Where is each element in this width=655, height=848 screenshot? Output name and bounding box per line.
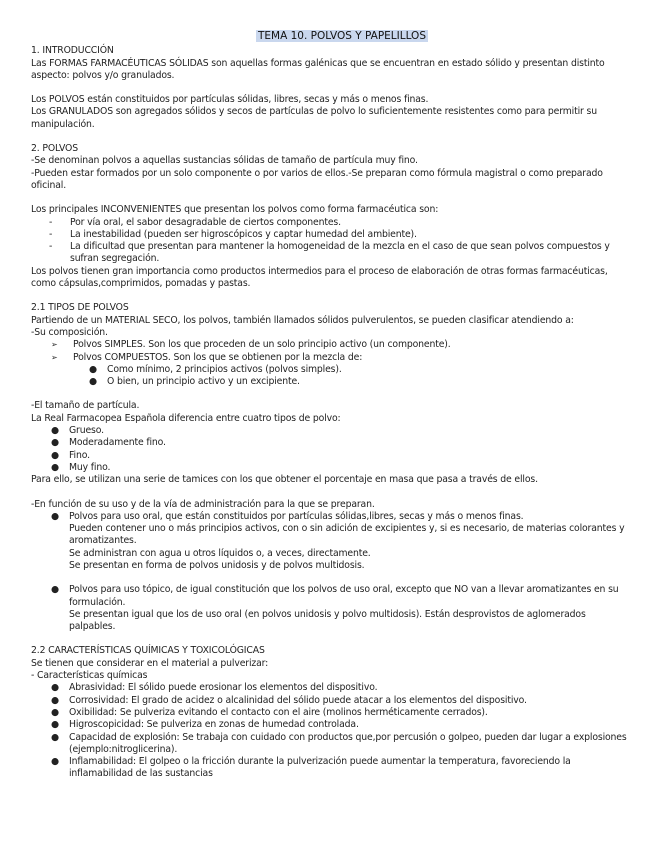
paragraph: Las FORMAS FARMACÉUTICAS SÓLIDAS son aquellas formas galénicas que se encuentran en estado sólido y presentan distinto aspecto: polvos y/o granulados.: [31, 57, 605, 81]
compuestos-sublist: [31, 364, 633, 389]
document-title: TEMA 10. POLVOS Y PAPELILLOS: [258, 30, 426, 42]
use-label: -En función de su uso y de la vía de administración para la que se preparan.: [31, 498, 375, 510]
chemical-characteristics-list: [31, 682, 633, 780]
bullet-icon: ●: [51, 425, 59, 437]
inconvenientes-list: [31, 217, 633, 266]
list-item: ➢ Polvos COMPUESTOS. Son los que se obtienen por la mezcla de:: [51, 351, 363, 363]
bullet-icon: ●: [51, 756, 59, 768]
list-item: ● O bien, un principio activo y un excipiente.: [89, 376, 300, 388]
list-item: ● Polvos para uso tópico, de igual constitución que los polvos de uso oral, excepto que NO van a llevar aromatizantes en su formulación. Se presentan igual que los de uso oral (en polvos unidosis y polvo multidosis). Están desprovistos de aglomerados palpables.: [51, 584, 619, 633]
list-item: ● Higroscopicidad: Se pulveriza en zonas de humedad controlada.: [51, 719, 359, 731]
oral-use-list: [31, 511, 633, 572]
bullet-icon: ●: [51, 682, 59, 694]
list-item: - Por vía oral, el sabor desagradable de ciertos componentes.: [49, 216, 341, 228]
paragraph: -Pueden estar formados por un solo componente o por varios de ellos.-Se preparan como fórmula magistral o como preparado oficinal.: [31, 167, 603, 191]
bullet-icon: ●: [51, 437, 59, 449]
bullet-icon: ●: [89, 363, 97, 375]
bullet-icon: ●: [51, 461, 59, 473]
topical-use-list: [31, 584, 633, 633]
list-item: ● Corrosividad: El grado de acidez o alcalinidad del sólido puede atacar a los elementos del dispositivo.: [51, 694, 527, 706]
list-item: ➢ Polvos SIMPLES. Son los que proceden de un solo principio activo (un componente).: [51, 339, 451, 351]
title-line: [31, 30, 633, 43]
arrow-bullet-icon: ➢: [51, 340, 58, 350]
bullet-icon: ●: [51, 719, 59, 731]
paragraph: Para ello, se utilizan una serie de tamices con los que obtener el porcentaje en masa que pasa a través de ellos.: [31, 474, 538, 486]
paragraph: Los principales INCONVENIENTES que presentan los polvos como forma farmacéutica son:: [31, 204, 439, 216]
dash-marker: -: [49, 241, 53, 253]
bullet-icon: ●: [51, 731, 59, 743]
list-item: ● Como mínimo, 2 principios activos (polvos simples).: [89, 363, 342, 375]
list-item: ● Inflamabilidad: El golpeo o la fricción durante la pulverización puede aumentar la temperatura, favoreciendo la inflamabilidad de las sustancias: [51, 756, 571, 780]
paragraph: -Se denominan polvos a aquellas sustancias sólidas de tamaño de partícula muy fino.: [31, 155, 418, 167]
composition-list: [31, 339, 633, 364]
bullet-icon: ●: [51, 584, 59, 596]
section-2-1-heading: 2.1 TIPOS DE POLVOS: [31, 302, 129, 314]
paragraph: Los POLVOS están constituidos por partículas sólidas, libres, secas y más o menos finas.: [31, 94, 429, 106]
composition-label: -Su composición.: [31, 326, 108, 338]
dash-marker: -: [49, 216, 53, 228]
list-item: ● Capacidad de explosión: Se trabaja con cuidado con productos que,por percusión o golpeo, pueden dar lugar a explosiones (ejemplo:nitroglicerina).: [51, 731, 627, 755]
particle-size-list: [31, 425, 633, 474]
list-item: ● Grueso.: [51, 425, 104, 437]
bullet-icon: ●: [51, 510, 59, 522]
list-item: - La inestabilidad (pueden ser higroscópicos y captar humedad del ambiente).: [49, 228, 417, 240]
bullet-icon: ●: [89, 376, 97, 388]
list-item: - La dificultad que presentan para mantener la homogeneidad de la mezcla en el caso de que sean polvos compuestos y sufran segregación.: [49, 241, 610, 265]
paragraph: La Real Farmacopea Española diferencia entre cuatro tipos de polvo:: [31, 412, 341, 424]
list-item: ● Fino.: [51, 449, 90, 461]
paragraph: Se tienen que considerar en el material a pulverizar:: [31, 657, 269, 669]
list-item: ● Oxibilidad: Se pulveriza evitando el contacto con el aire (molinos herméticamente cerrados).: [51, 706, 488, 718]
list-item: ● Abrasividad: El sólido puede erosionar los elementos del dispositivo.: [51, 682, 378, 694]
dash-marker: -: [49, 228, 53, 240]
bullet-icon: ●: [51, 706, 59, 718]
bullet-icon: ●: [51, 694, 59, 706]
arrow-bullet-icon: ➢: [51, 352, 58, 362]
particle-size-label: -El tamaño de partícula.: [31, 400, 140, 412]
list-item: ● Moderadamente fino.: [51, 437, 166, 449]
paragraph: Los GRANULADOS son agregados sólidos y secos de partículas de polvo lo suficientemente resistentes como para permitir su manipulación.: [31, 106, 597, 130]
document-body: [31, 30, 633, 781]
section-1-heading: 1. INTRODUCCIÓN: [31, 45, 114, 57]
paragraph: Los polvos tienen gran importancia como productos intermedios para el proceso de elaboración de otras formas farmacéuticas, como cápsulas,comprimidos, pomadas y pastas.: [31, 265, 608, 290]
section-2-2-heading: 2.2 CARACTERÍSTICAS QUÍMICAS Y TOXICOLÓGICAS: [31, 645, 265, 657]
bullet-icon: ●: [51, 449, 59, 461]
list-item: ● Polvos para uso oral, que están constituidos por partículas sólidas,libres, secas y más o menos finas. Pueden contener uno o más principios activos, con o sin adición de excipientes y, si es necesario, de materias colorantes y aromatizantes. Se administran con agua u otros líquidos o, a veces, directamente. Se presentan en forma de polvos unidosis y de polvos multidosis.: [51, 510, 625, 571]
section-2-heading: 2. POLVOS: [31, 143, 78, 155]
paragraph: Partiendo de un MATERIAL SECO, los polvos, también llamados sólidos pulverulentos, se pueden clasificar atendiendo a:: [31, 314, 574, 326]
chemical-label: - Características químicas: [31, 670, 148, 682]
list-item: ● Muy fino.: [51, 461, 111, 473]
